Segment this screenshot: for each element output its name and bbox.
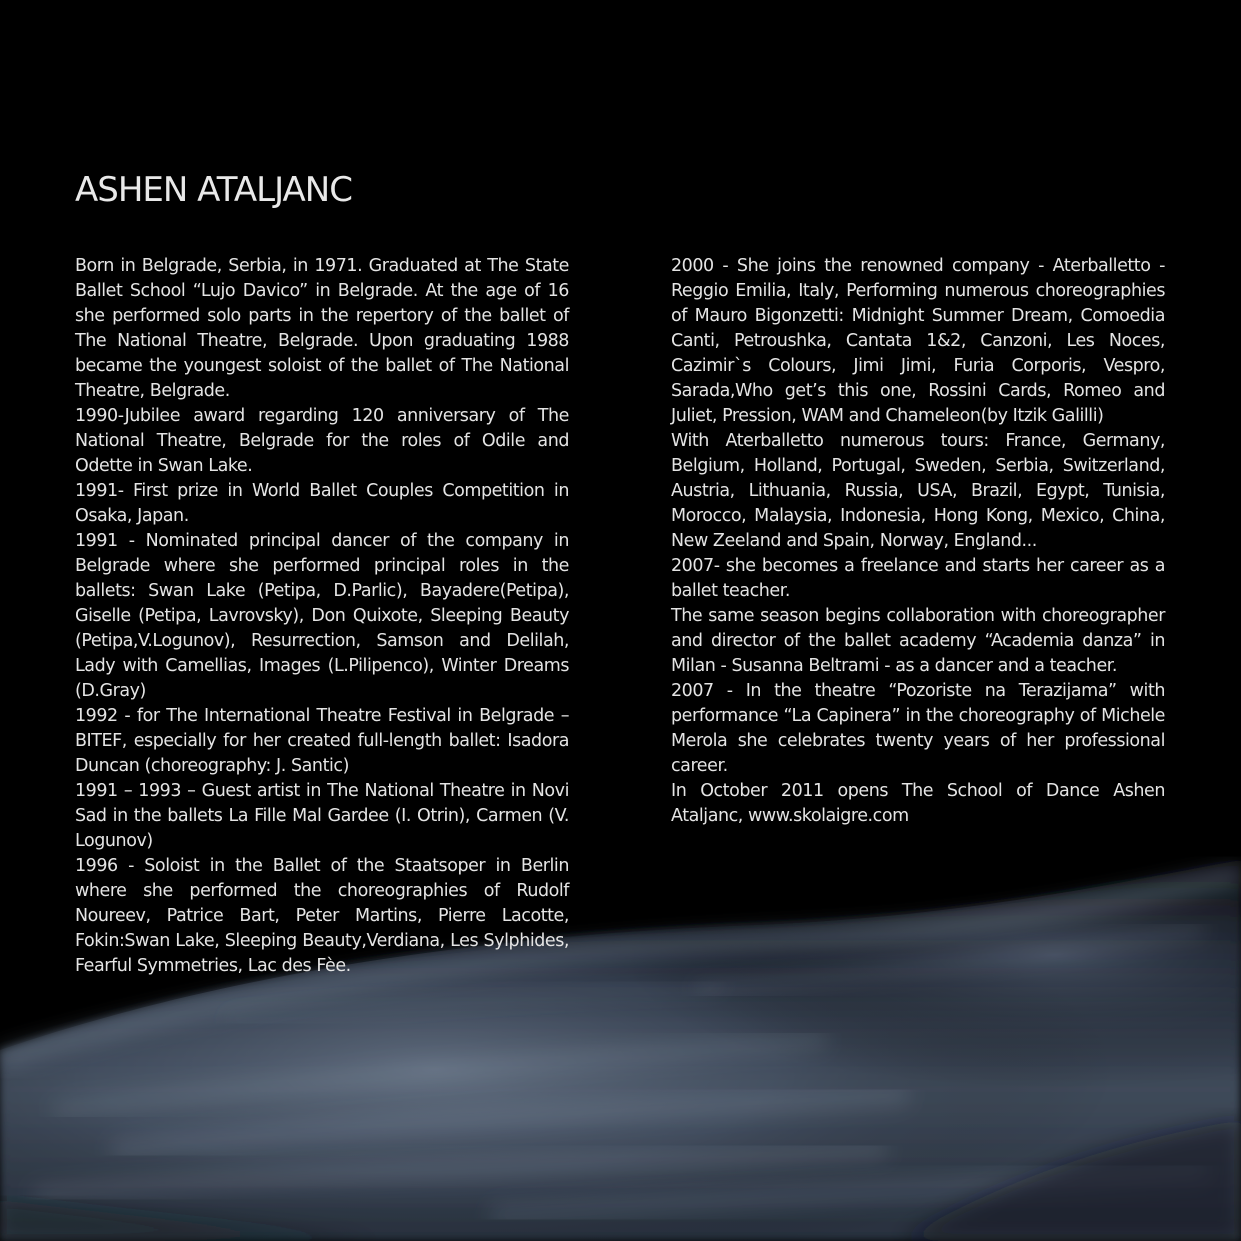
bio-paragraph-1990: 1990-Jubilee award regarding 120 anniversary of The National Theatre, Belgrade for the roles of Odile and Odette in Swan Lake. xyxy=(75,406,569,476)
bio-paragraph-1991-principal: 1991 - Nominated principal dancer of the company in Belgrade where she performed principal roles in the ballets: Swan Lake (Petipa, D.Parlic), Bayadere(Petipa), Giselle (Petipa, Lavrovsky), Don Quixote, Sleeping Beauty (Petipa,V.Logunov), Resurrection, Samson and Delilah, Lady with Camellias, Images (L.Pilipenco), Winter Dreams (D.Gray) xyxy=(75,531,569,701)
bio-paragraph-2007-capinera: 2007 - In the theatre “Pozoriste na Terazijama” with performance “La Capinera” in the choreography of Michele Merola she celebrates twenty years of her professional career. xyxy=(671,681,1165,776)
bio-paragraph-2011-school: In October 2011 opens The School of Dance Ashen Ataljanc, www.skolaigre.com xyxy=(671,781,1165,826)
bio-paragraph-academia-danza: The same season begins collaboration with choreographer and director of the ballet academy “Academia danza” in Milan - Susanna Beltrami - as a dancer and a teacher. xyxy=(671,606,1165,676)
biography-left-column xyxy=(75,254,569,979)
bio-paragraph-1992: 1992 - for The International Theatre Festival in Belgrade – BITEF, especially for her created full-length ballet: Isadora Duncan (choreography: J. Santic) xyxy=(75,706,569,776)
bio-paragraph-tours: With Aterballetto numerous tours: France, Germany, Belgium, Holland, Portugal, Sweden, Serbia, Switzerland, Austria, Lithuania, Russia, USA, Brazil, Egypt, Tunisia, Morocco, Malaysia, Indonesia, Hong Kong, Mexico, China, New Zeeland and Spain, Norway, England... xyxy=(671,431,1165,551)
biography-right-column xyxy=(671,254,1165,829)
bio-paragraph-early-life: Born in Belgrade, Serbia, in 1971. Graduated at The State Ballet School “Lujo Davico” in Belgrade. At the age of 16 she performed solo parts in the repertory of the ballet of The National Theatre, Belgrade. Upon graduating 1988 became the youngest soloist of the ballet of The National Theatre, Belgrade. xyxy=(75,256,569,401)
bio-paragraph-2000: 2000 - She joins the renowned company - Aterballetto - Reggio Emilia, Italy, Performing numerous choreographies of Mauro Bigonzetti: Midnight Summer Dream, Comoedia Canti, Petroushka, Cantata 1&2, Canzoni, Les Noces, Cazimir`s Colours, Jimi Jimi, Furia Corporis, Vespro, Sarada,Who get’s this one, Rossini Cards, Romeo and Juliet, Pression, WAM and Chameleon(by Itzik Galilli) xyxy=(671,256,1165,426)
bio-paragraph-1996: 1996 - Soloist in the Ballet of the Staatsoper in Berlin where she performed the choreographies of Rudolf Noureev, Patrice Bart, Peter Martins, Pierre Lacotte, Fokin:Swan Lake, Sleeping Beauty,Verdiana, Les Sylphides, Fearful Symmetries, Lac des Fèe. xyxy=(75,856,569,976)
bio-paragraph-1991-1993: 1991 – 1993 – Guest artist in The National Theatre in Novi Sad in the ballets La Fille Mal Gardee (I. Otrin), Carmen (V. Logunov) xyxy=(75,781,569,851)
bio-paragraph-2007-freelance: 2007- she becomes a freelance and starts her career as a ballet teacher. xyxy=(671,556,1165,601)
page-title: ASHEN ATALJANC xyxy=(75,170,352,210)
bio-paragraph-1991-prize: 1991- First prize in World Ballet Couples Competition in Osaka, Japan. xyxy=(75,481,569,526)
